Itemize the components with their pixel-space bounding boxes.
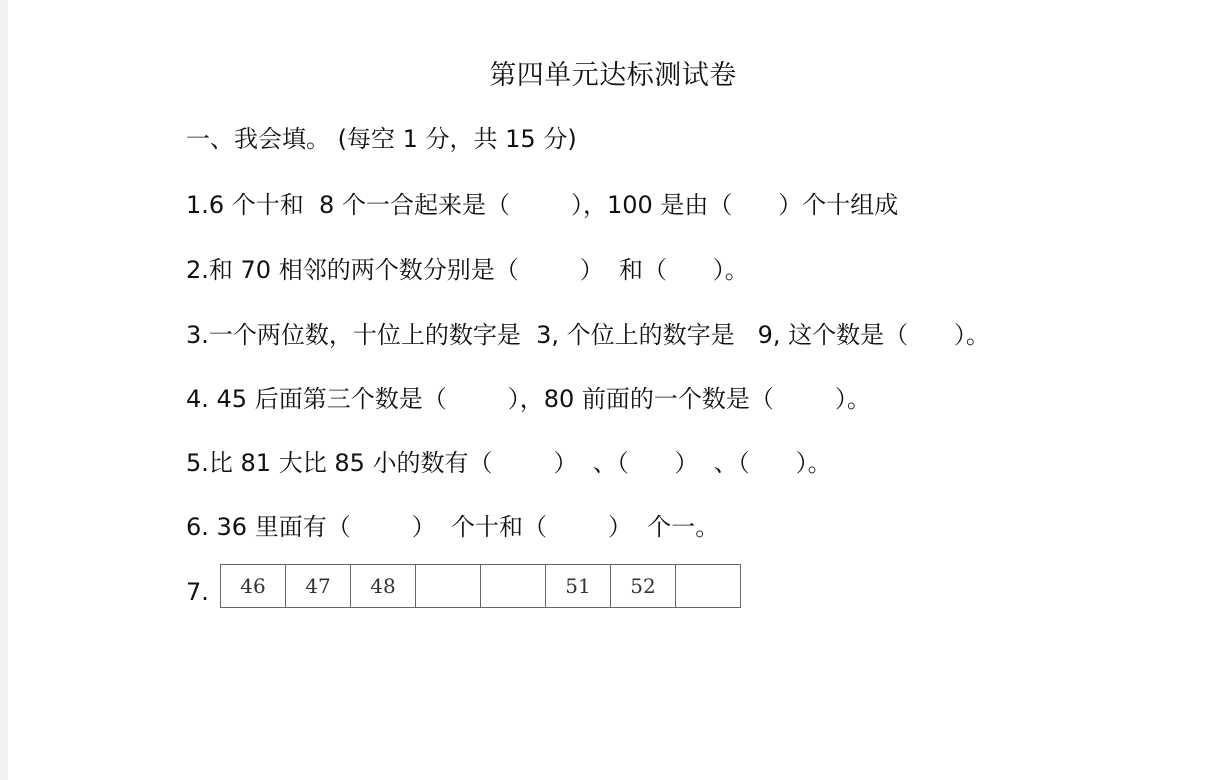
- number-cell-blank: [416, 565, 481, 608]
- number-cell-blank: [481, 565, 546, 608]
- question-2: 2.和 70 相邻的两个数分别是（ ） 和（ ）。: [186, 256, 749, 284]
- number-sequence-table: [220, 564, 741, 608]
- question-1: 1.6 个十和 8 个一合起来是（ ），100 是由（ ）个十组成: [186, 191, 899, 219]
- question-3: 3.一个两位数，十位上的数字是 3, 个位上的数字是 9, 这个数是（ ）。: [186, 321, 990, 349]
- number-cell: 51: [546, 565, 611, 608]
- page-left-edge: [0, 0, 8, 780]
- question-6: 6. 36 里面有（ ） 个十和（ ） 个一。: [186, 513, 720, 541]
- question-4: 4. 45 后面第三个数是（ ），80 前面的一个数是（ ）。: [186, 385, 871, 413]
- question-7-label: 7.: [186, 578, 209, 606]
- section-heading: 一、我会填。 (每空 1 分，共 15 分): [186, 125, 577, 153]
- question-5: 5.比 81 大比 85 小的数有（ ） 、（ ） 、（ ）。: [186, 449, 832, 477]
- number-cell: 46: [221, 565, 286, 608]
- document-page: [8, 0, 1218, 780]
- number-cell: 47: [286, 565, 351, 608]
- number-cell-blank: [676, 565, 741, 608]
- page-title: 第四单元达标测试卷: [489, 60, 737, 91]
- number-sequence-row: [221, 565, 741, 608]
- number-cell: 52: [611, 565, 676, 608]
- number-cell: 48: [351, 565, 416, 608]
